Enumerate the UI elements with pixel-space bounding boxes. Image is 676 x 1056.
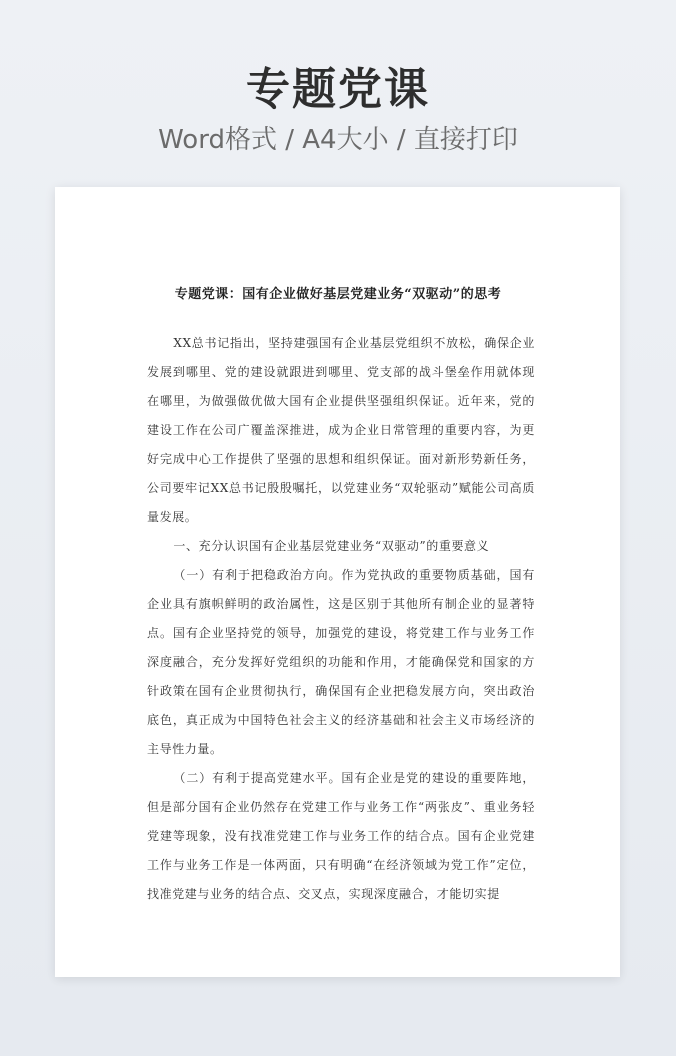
format-subtitle: Word格式 / A4大小 / 直接打印 (158, 125, 518, 155)
section-heading-1: 一、充分认识国有企业基层党建业务“双驱动”的重要意义 (173, 539, 490, 553)
document-body (147, 329, 535, 909)
paragraph-intro: XX总书记指出，坚持建强国有企业基层党组织不放松，确保企业发展到哪里、党的建设就跟进到哪里、党支部的战斗堡垒作用就体现在哪里，为做强做优做大国有企业提供坚强组织保证。近年来，党的建设工作在公司广覆盖深推进，成为企业日常管理的重要内容，为更好完成中心工作提供了坚强的思想和组织保证。面对新形势新任务，公司要牢记XX总书记殷殷嘱托，以党建业务“双轮驱动”赋能公司高质量发展。 (147, 336, 535, 524)
document-title: 专题党课：国有企业做好基层党建业务“双驱动”的思考 (174, 287, 502, 302)
page-header (0, 60, 676, 158)
paragraph-party-building-level: （二）有利于提高党建水平。国有企业是党的建设的重要阵地，但是部分国有企业仍然存在党建工作与业务工作“两张皮”、重业务轻党建等现象，没有找准党建工作与业务工作的结合点。国有企业党建工作与业务工作是一体两面，只有明确“在经济领域为党工作”定位，找准党建与业务的结合点、交叉点，实现深度融合，才能切实提 (147, 771, 535, 901)
main-title: 专题党课 (246, 64, 430, 115)
paragraph-political-direction: （一）有利于把稳政治方向。作为党执政的重要物质基础，国有企业具有旗帜鲜明的政治属性，这是区别于其他所有制企业的显著特点。国有企业坚持党的领导，加强党的建设，将党建工作与业务工作深度融合，充分发挥好党组织的功能和作用，才能确保党和国家的方针政策在国有企业贯彻执行，确保国有企业把稳发展方向，突出政治底色，真正成为中国特色社会主义的经济基础和社会主义市场经济的主导性力量。 (147, 568, 535, 756)
